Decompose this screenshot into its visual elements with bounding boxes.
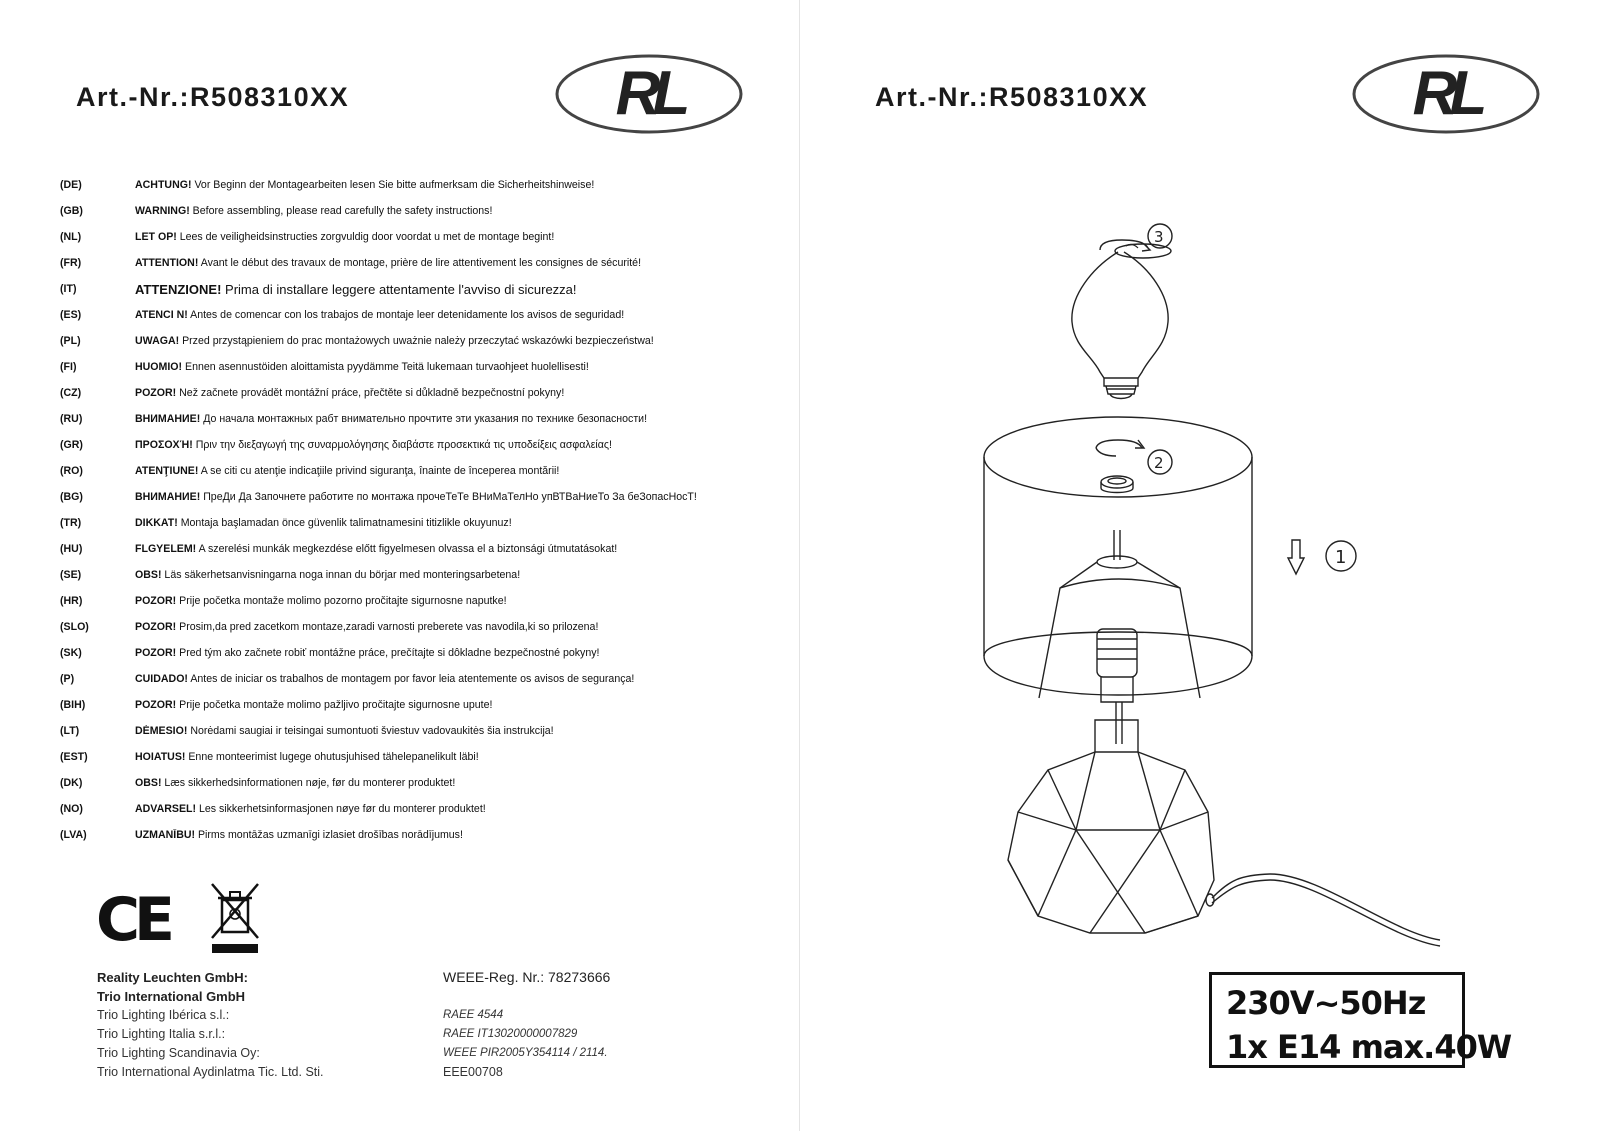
language-code: (LT) [60,725,80,737]
safety-warnings-list [60,172,780,848]
language-code: (LVA) [60,829,87,841]
language-code: (NO) [60,803,83,815]
warning-text [135,465,559,477]
warning-row [60,172,780,198]
warning-heading: POZOR! [135,647,177,659]
warning-text [135,205,492,217]
step-1-label: 1 [1335,547,1347,568]
language-code: (GB) [60,205,83,217]
warning-heading: POZOR! [135,621,177,633]
warning-row [60,666,780,692]
warning-heading: CUIDADO! [135,673,188,685]
warning-text [135,543,617,555]
warning-text [135,491,697,503]
registration-number: RAEE IT13020000007829 [443,1028,578,1040]
warning-body: Prije početka montaže molimo pažljivo pročitajte sigurnosne upute! [176,699,493,711]
warning-heading: DĖMESIO! [135,725,188,737]
warning-text [135,803,486,815]
warning-body: Než začnete provádět montážní práce, přečtěte si důkladně bezpečnostní pokyny! [176,387,565,399]
warning-heading: ВНИМАНИЕ! [135,491,201,503]
language-code: (DE) [60,179,82,191]
rotate-arrow-icon [1096,440,1144,456]
warning-heading: ATTENZIONE! [135,281,222,297]
article-number: Art.-Nr.:R508310XX [875,82,1149,112]
warning-row [60,562,780,588]
warning-row [60,432,780,458]
warning-row [60,588,780,614]
warning-text [135,725,554,737]
warning-row [60,796,780,822]
warning-heading: ΠΡΟΣΟΧΉ! [135,439,193,451]
language-code: (BIH) [60,699,86,711]
warning-row [60,536,780,562]
language-code: (HU) [60,543,83,555]
down-arrow-icon [1288,540,1304,574]
warning-row [60,458,780,484]
warning-heading: HOIATUS! [135,751,186,763]
warning-row [60,510,780,536]
warning-body: Läs säkerhetsanvisningarna noga innan du börjar med monteringsarbetena! [161,569,521,581]
warning-body: Pred tým ako začnete robiť montážne práce, prečítajte si dôkladne bezpečnostné pokyny! [176,647,600,659]
lamp-assembly-diagram [800,0,1600,980]
language-code: (SE) [60,569,82,581]
language-code: (RO) [60,465,83,477]
warning-body: До начала монтажных рабт внимательно прочтите эти указания по технике безопасности! [200,413,648,425]
crossed-bin-icon [210,880,260,956]
weee-reg-number: WEEE-Reg. Nr.: 78273666 [443,969,611,985]
bulb-spec: 1x E14 max.40W [1226,1028,1512,1066]
warning-body: Ennen asennustöiden aloittamista pyydämme Teitä lukemaan turvaohjeet huolellisesti! [182,361,589,373]
registration-number: WEEE PIR2005Y354114 / 2114. [443,1047,608,1059]
shade-frame-icon [1039,530,1200,698]
registration-spacer [443,987,610,1006]
certification-marks [96,880,296,960]
voltage-spec: 230V~50Hz [1226,984,1426,1022]
lamp-socket-icon [1097,629,1137,744]
warning-row [60,640,780,666]
power-cable-icon [1206,874,1440,946]
language-code: (FR) [60,257,82,269]
language-code: (HR) [60,595,83,607]
lamp-base-icon [1008,720,1214,933]
warning-text [135,282,577,297]
language-code: (P) [60,673,75,685]
step-3-label: 3 [1154,228,1164,246]
warning-body: Pirms montāžas uzmanīgi izlasiet drošības norādījumus! [195,829,463,841]
company-name: Trio Lighting Ibérica s.l.: [97,1008,230,1022]
language-code: (EST) [60,751,88,763]
warning-body: Prima di installare leggere attentamente l'avviso di sicurezza! [221,281,577,297]
warning-row [60,822,780,848]
right-page [800,0,1600,1131]
registration-number: RAEE 4544 [443,1009,504,1021]
warning-heading: UZMANĪBU! [135,829,196,841]
warning-heading: ATENCI N! [135,309,188,321]
language-code: (CZ) [60,387,82,399]
warning-heading: FLGYELEM! [135,543,197,555]
registration-number: EEE00708 [443,1065,503,1079]
warning-row [60,302,780,328]
warning-body: Prije početka montaže molimo pozorno pročitajte sigurnosne naputke! [176,595,507,607]
warning-row [60,770,780,796]
warning-heading: OBS! [135,777,162,789]
warning-body: Avant le début des travaux de montage, prière de lire attentivement les consignes de sécurité! [198,257,642,269]
language-code: (BG) [60,491,83,503]
warning-row [60,250,780,276]
warning-body: Lees de veiligheidsinstructies zorgvuldig door voordat u met de montage begint! [176,231,555,243]
warning-text [135,777,455,789]
warning-row [60,380,780,406]
warning-text [135,621,598,633]
warning-row [60,406,780,432]
warning-heading: ADVARSEL! [135,803,197,815]
warning-row [60,614,780,640]
warning-heading: POZOR! [135,387,177,399]
warning-text [135,673,634,685]
light-bulb-icon [1072,244,1171,399]
warning-body: Norėdami saugiai ir teisingai sumontuoti šviestuv vadovaukitės šia instrukcija! [187,725,554,737]
company-name: Trio Lighting Italia s.r.l.: [97,1027,226,1041]
step-2-label: 2 [1154,454,1164,472]
company-list [97,968,324,1082]
warning-text [135,569,520,581]
language-code: (RU) [60,413,83,425]
warning-body: Before assembling, please read carefully the safety instructions! [189,205,493,217]
warning-text [135,647,599,659]
warning-heading: HUOMIO! [135,361,183,373]
warning-heading: ACHTUNG! [135,179,192,191]
warning-heading: ATENŢIUNE! [135,465,199,477]
warning-body: Antes de iniciar os trabalhos de montagem por favor leia atentemente os avisos de segurança! [187,673,635,685]
language-code: (TR) [60,517,82,529]
company-name: Reality Leuchten GmbH: [97,970,248,985]
language-code: (SLO) [60,621,89,633]
language-code: (SK) [60,647,82,659]
warning-text [135,439,612,451]
company-name: Trio International Aydinlatma Tic. Ltd. Sti. [97,1065,324,1079]
warning-body: Montaja başlamadan önce güvenlik talimatnamesini titizlikle okuyunuz! [177,517,512,529]
warning-text [135,179,594,191]
warning-text [135,335,654,347]
warning-row [60,484,780,510]
warning-body: Antes de comencar con los trabajos de montaje leer detenidamente los avisos de seguridad! [187,309,625,321]
warning-row [60,328,780,354]
warning-body: Læs sikkerhedsinformationen nøje, før du monterer produktet! [161,777,456,789]
warning-text [135,387,564,399]
warning-row [60,692,780,718]
warning-body: Vor Beginn der Montagearbeiten lesen Sie bitte aufmerksam die Sicherheitshinweise! [191,179,595,191]
warning-heading: OBS! [135,569,162,581]
warning-row [60,718,780,744]
language-code: (PL) [60,335,81,347]
warning-heading: POZOR! [135,699,177,711]
warning-text [135,309,624,321]
language-code: (ES) [60,309,82,321]
warning-row [60,198,780,224]
warning-text [135,517,512,529]
warning-heading: UWAGA! [135,335,180,347]
warning-text [135,413,647,425]
warning-heading: ATTENTION! [135,257,199,269]
warning-heading: POZOR! [135,595,177,607]
logo-text: RL [1412,59,1480,128]
warning-text [135,361,589,373]
language-code: (DK) [60,777,83,789]
language-code: (GR) [60,439,83,451]
electrical-spec-box [1209,972,1512,1068]
warning-text [135,231,554,243]
warning-body: Les sikkerhetsinformasjonen nøye før du monterer produktet! [196,803,486,815]
language-code: (IT) [60,283,77,295]
warning-heading: ВНИМАНИЕ! [135,413,201,425]
rl-logo [553,52,745,136]
company-name: Trio Lighting Scandinavia Oy: [97,1046,260,1060]
warning-text [135,595,507,607]
ring-nut-icon [1101,476,1133,493]
warning-row [60,744,780,770]
ce-mark: CE [96,885,170,955]
warning-body: Prosim,da pred zacetkom montaze,zaradi varnosti preberete vas navodila,ki so prilozena! [176,621,599,633]
warning-text [135,751,479,763]
warning-body: ПреДи Да Започнете работите по монтажа прочеТеТе ВНиМаТелНо упВТВаНиеТо За беЗопасНосТ! [200,491,697,503]
warning-row [60,276,780,302]
logo-text: RL [615,59,683,128]
warning-body: Przed przystąpieniem do prac montażowych uważnie należy przeczytać wskazówki bezpieczeństwa! [179,335,654,347]
warning-body: A szerelési munkák megkezdése előtt figyelmesen olvassa el a biztonsági útmutatásokat! [196,543,618,555]
warning-body: Πριν την διεξαγωγή της συναρμολόγησης διαβάστε προσεκτικά τις υποδείξεις ασφαλείας! [192,439,612,451]
language-code: (FI) [60,361,77,373]
article-number: Art.-Nr.:R508310XX [76,82,350,112]
warning-text [135,257,641,269]
company-name: Trio International GmbH [97,989,246,1004]
warning-heading: LET OP! [135,231,177,243]
warning-heading: WARNING! [135,205,190,217]
warning-body: A se citi cu atenţie indicaţiile privind siguranţa, înainte de începerea montării! [198,465,560,477]
warning-text [135,699,492,711]
warning-row [60,354,780,380]
warning-text [135,829,463,841]
warning-row [60,224,780,250]
registration-list [443,968,610,1082]
warning-body: Enne monteerimist lugege ohutusjuhised tähelepanelikult läbi! [185,751,479,763]
language-code: (NL) [60,231,82,243]
warning-heading: DIKKAT! [135,517,178,529]
